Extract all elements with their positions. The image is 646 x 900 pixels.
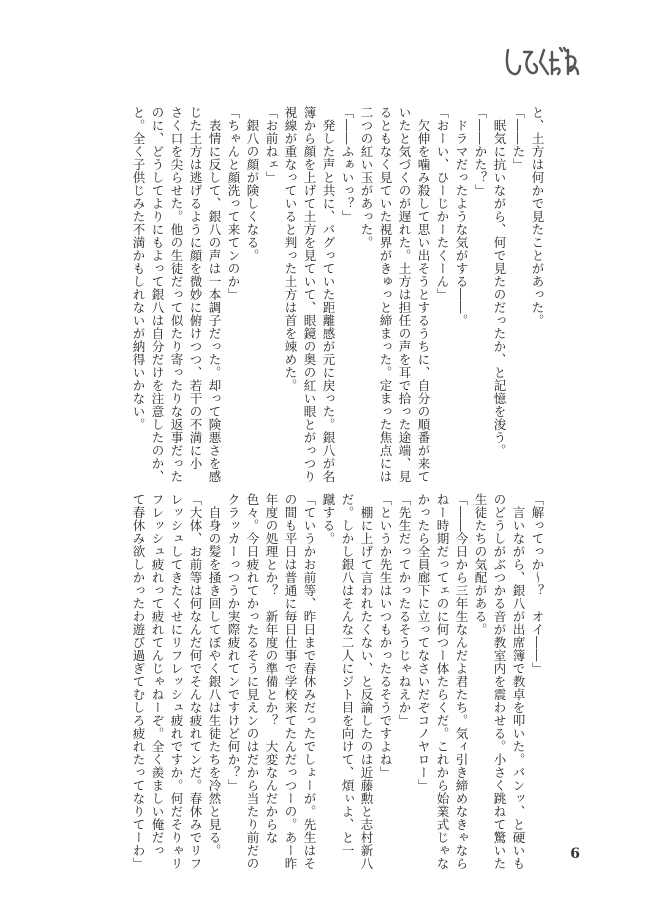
text-line: 眠気に抗いながら、何で見たのだったか、と記憶を浚う。 bbox=[492, 106, 507, 457]
text-line: 銀八の顔が険しくなる。 bbox=[245, 106, 260, 262]
text-line: だ。しかし銀八はそんな二人にジト目を向けて、煩ぃよ、と一 bbox=[340, 493, 355, 857]
text-line: 二つの紅い玉があった。 bbox=[359, 106, 374, 249]
text-line: 視線が重なっていると判った土方は首を竦めた。 bbox=[283, 106, 298, 392]
text-line: と。全く子供じみた不満かもしれないが納得いかない。 bbox=[131, 106, 146, 431]
text-line: 「というか先生はいつもかったるそうですよね」 bbox=[378, 493, 393, 779]
text-line: 「解ってっか～？ オイ――」 bbox=[530, 493, 545, 675]
text-line: レッシュしてきたくせにリフレッシュ疲れですか。何だそりゃリ bbox=[169, 493, 184, 870]
text-line: 「先生だってかったるそうじゃねえか」 bbox=[397, 493, 412, 727]
text-line: 「大体、お前等は何なんだ何でそんな疲れてンだ。春休みでリフ bbox=[188, 493, 203, 870]
text-line: の間も平日は普通に毎日仕事で学校来てたんだっつーの。あー昨 bbox=[283, 493, 298, 870]
text-line: フレッシュ疲れって疲れてんじゃねーぞ。全く羨ましい俺だっ bbox=[150, 493, 165, 857]
text-line: 発した声と共に、バグっていた距離感が元に戻った。銀八が名 bbox=[321, 106, 336, 483]
text-line: 生徒たちの気配がある。 bbox=[473, 493, 488, 636]
text-line: 「ていうかお前等、昨日まで春休みだったでしょーが。先生はそ bbox=[302, 493, 317, 870]
text-line: 「――今日から三年生なんだよ君たち。気ィ引き締めなきゃなら bbox=[454, 493, 469, 870]
text-line: るともなく見ていた視界がきゅっと締まった。定まった焦点には bbox=[378, 106, 393, 483]
text-line: 「――かた？」 bbox=[473, 106, 488, 197]
text-line: 「ちゃんと顔洗って来てンのか」 bbox=[226, 106, 241, 301]
text-line: ドラマだったような気がする――。 bbox=[454, 106, 469, 327]
text-line: じた土方は逃げるように顔を微妙に俯けつつ、若干の不満に小 bbox=[188, 106, 203, 470]
text-line: 年度の処理とか？ 新年度の準備とか？ 大変なんだからな bbox=[264, 493, 279, 844]
text-line: いたと気づくのが遅れた。土方は担任の声を耳で拾った途端、見 bbox=[397, 106, 412, 483]
text-line: さく口を尖らせた。他の生徒だって似たり寄ったりな返事だった bbox=[169, 106, 184, 483]
text-line: 蹴する。 bbox=[321, 493, 336, 545]
lower-text-block bbox=[91, 493, 547, 870]
text-line: 「――ふぁいっ？」 bbox=[340, 106, 355, 223]
upper-text-block bbox=[91, 106, 547, 483]
header-logo bbox=[502, 42, 580, 82]
text-line: て春休み欲しかったわ遊び過ぎてむしろ疲れたってなりてーわ」 bbox=[131, 493, 146, 870]
text-line: 簿から顔を上げて土方を見ていて、眼鏡の奥の紅い眼とがっつり bbox=[302, 106, 317, 483]
text-line: 「おーい、ひーじかーたくーん」 bbox=[435, 106, 450, 301]
text-line: 自身の髪を掻き回してぼやく銀八は生徒たちを冷然と見る。 bbox=[207, 493, 222, 857]
text-line: 棚に上げて言われたくない、と反論したのは近藤勲と志村新八 bbox=[359, 493, 374, 870]
page-number: 6 bbox=[570, 846, 580, 862]
text-line: 「お前ねェ」 bbox=[264, 106, 279, 184]
text-line: クラッカーっつうか実際疲れてンですけど何か？」 bbox=[226, 493, 241, 792]
text-line: と、土方は何かで見たことがあった。 bbox=[530, 106, 545, 327]
text-line: のどうしがぶつかる音が教室内を震わせる。小さく跳ねて驚いた bbox=[492, 493, 507, 870]
text-line: 表情に反して、銀八の声は一本調子だった。却って険悪さを感 bbox=[207, 106, 222, 483]
text-line: 欠伸を噛み殺して思い出そうとするうちに、自分の順番が来て bbox=[416, 106, 431, 483]
text-line: のに、どうしてよりにもよって銀八は自分だけを注意したのか、 bbox=[150, 106, 165, 483]
text-line: 言いながら、銀八が出席簿で教卓を叩いた。バンッ、と硬いも bbox=[511, 493, 526, 870]
text-line: 「――た」 bbox=[511, 106, 526, 171]
text-line: ねー時期だってェのに何つー体たらくだ。これから始業式じゃな bbox=[435, 493, 450, 870]
text-line: 色々。今日疲れてかったるそうに見えンのはだから当たり前だの bbox=[245, 493, 260, 870]
text-line: かったら全員廊下に立ってなさいだぞコノヤロー」 bbox=[416, 493, 431, 792]
